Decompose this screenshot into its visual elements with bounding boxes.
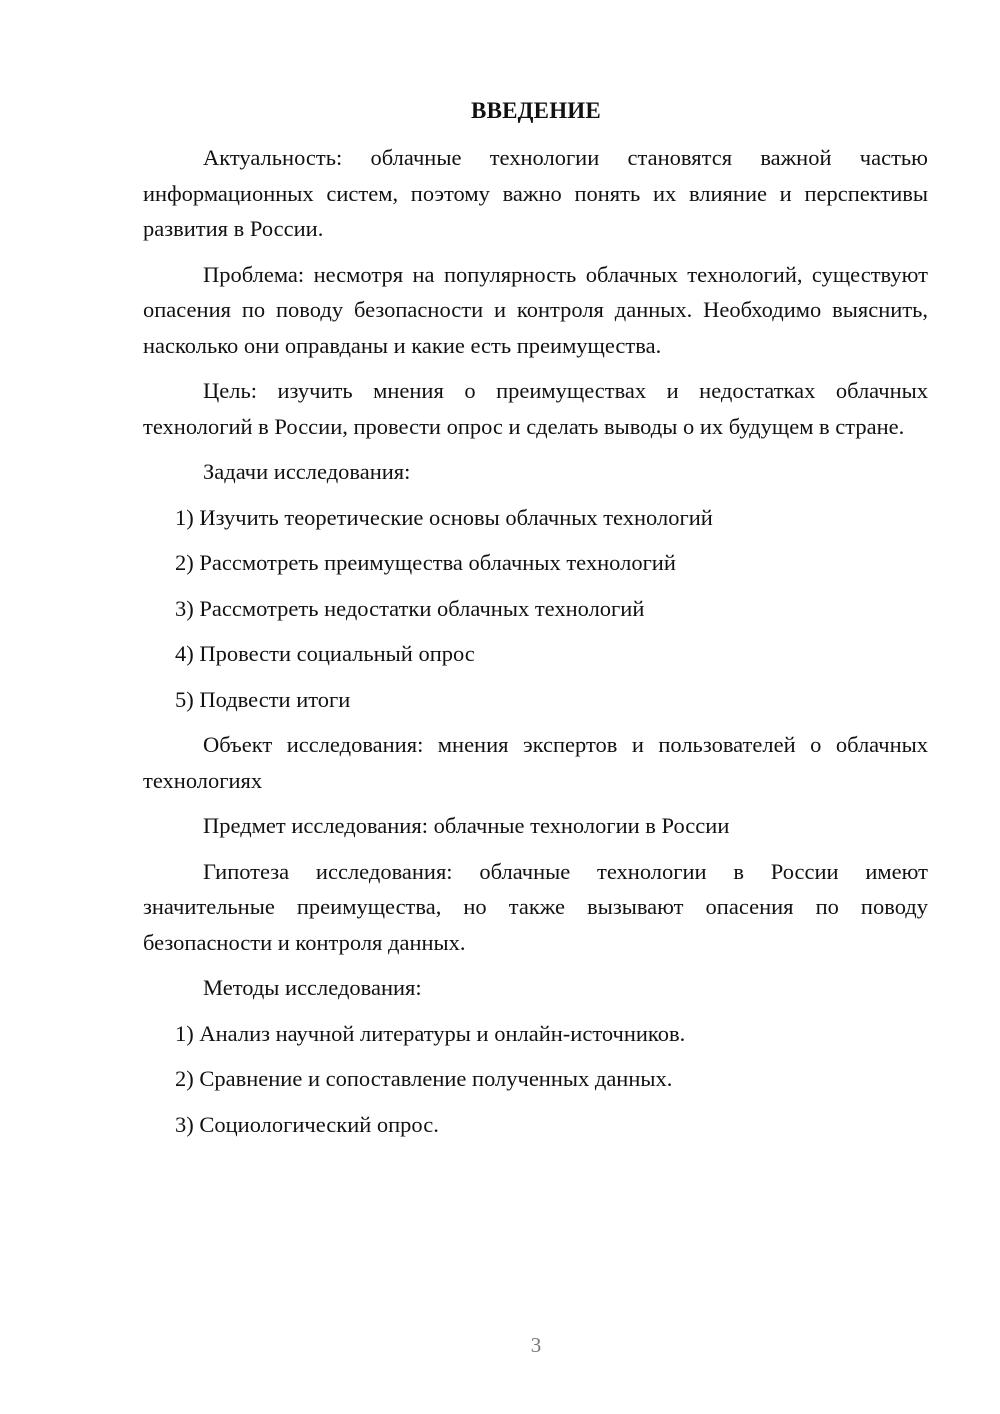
document-body [143,140,928,1152]
object-paragraph: Объект исследования: мнения экспертов и пользователей о облачных технологиях [143,732,928,793]
task-item-2: 2) Рассмотреть преимущества облачных технологий [175,550,676,575]
page-title: ВВЕДЕНИЕ [471,98,601,123]
subject-paragraph: Предмет исследования: облачные технологии в России [203,813,730,838]
hypothesis-paragraph: Гипотеза исследования: облачные технологии в России имеют значительные преимущества, но также вызывают опасения по поводу безопасности и контроля данных. [143,858,928,955]
method-item-1: 1) Анализ научной литературы и онлайн-источников. [175,1020,686,1046]
task-item-1: 1) Изучить теоретические основы облачных технологий [175,504,713,530]
task-item-3: 3) Рассмотреть недостатки облачных технологий [175,595,645,621]
relevance-paragraph: Актуальность: облачные технологии становятся важной частью информационных систем, поэтому важно понять их влияние и перспективы развития в России. [143,145,928,241]
methods-heading: Методы исследования: [203,975,422,1000]
tasks-heading: Задачи исследования: [203,459,411,484]
task-item-4: 4) Провести социальный опрос [175,641,475,666]
task-item-5: 5) Подвести итоги [175,686,351,712]
page-number: 3 [530,1333,542,1357]
method-item-3: 3) Социологический опрос. [175,1111,439,1137]
problem-paragraph: Проблема: несмотря на популярность облачных технологий, существуют опасения по поводу безопасности и контроля данных. Необходимо выяснить, насколько они оправданы и какие есть преимущества. [143,261,928,358]
method-item-2: 2) Сравнение и сопоставление полученных данных. [175,1066,673,1091]
goal-paragraph: Цель: изучить мнения о преимуществах и недостатках облачных технологий в России, провести опрос и сделать выводы о их будущем в стране. [143,378,928,439]
